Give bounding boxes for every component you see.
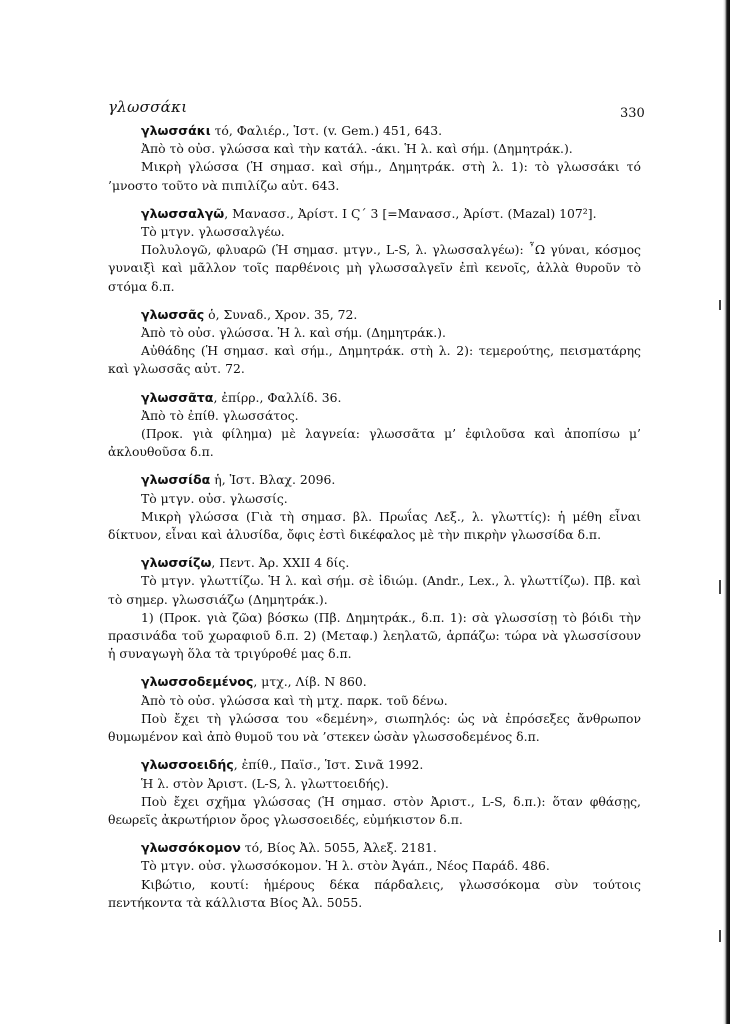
definition: Κιβώτιο, κουτί: ἡμέρους δέκα πάρδαλεις, γλωσσόκομα σὺν τούτοις πεντήκοντα τὰ κάλλιστα Βίος Ἀλ. 5055. [108, 876, 641, 910]
entry-headline [108, 205, 641, 223]
etymology: Ἀπὸ τὸ οὐσ. γλώσσα. Ἡ λ. καὶ σήμ. (Δημητράκ.). [141, 325, 446, 341]
definition: Μικρὴ γλώσσα (Γιὰ τὴ σημασ. βλ. Πρωΐας Λεξ., λ. γλωττίς): ἡ μέθη εἶναι δίκτυον, εἶναι καὶ ἁλυσίδα, ὄφις ἐστὶ δικέφαλος μὲ τὴν πικρὴν γλωσσίδα δ.π. [108, 508, 641, 543]
etymology: Ἀπὸ τὸ οὐσ. γλώσσα καὶ τὴν κατάλ. -άκι. Ἡ λ. καὶ σήμ. (Δημητράκ.). [141, 141, 573, 157]
dictionary-entry [108, 756, 641, 829]
lemma: γλωσσόκομον [141, 840, 241, 856]
etymology: Τὸ μτγν. γλωττίζω. Ἡ λ. καὶ σήμ. σὲ ἰδιώμ. (Andr., Lex., λ. γλωττίζω). Πβ. καὶ τὸ σημερ. γλωσσιάζω (Δημητράκ.). [108, 573, 641, 607]
scan-mark [719, 580, 721, 594]
scan-mark [719, 930, 721, 942]
dictionary-entry [108, 122, 641, 195]
page-number: 330 [620, 106, 645, 121]
dictionary-entry [108, 389, 641, 462]
etymology: Ἀπὸ τὸ οὐσ. γλώσσα καὶ τὴ μτχ. παρκ. τοῦ δένω. [141, 692, 448, 708]
etymology: Ἡ λ. στὸν Ἀριστ. (L-S, λ. γλωττοειδής). [141, 775, 389, 791]
definition: Ποὺ ἔχει σχῆμα γλώσσας (Ἡ σημασ. στὸν Ἀριστ., L-S, δ.π.): ὅταν φθάσῃς, θεωρεῖς ἀκρωτήριον ὄρος γλωσσοειδές, εὐμήκιστον δ.π. [108, 793, 641, 827]
entry-headline [108, 554, 641, 572]
definition: Αὐθάδης (Ἡ σημασ. καὶ σήμ., Δημητράκ. στὴ λ. 2): τεμερούτης, πεισματάρης καὶ γλωσσᾶς αὐτ. 72. [108, 343, 641, 377]
etymology: Τὸ μτγν. γλωσσαλγέω. [141, 224, 285, 240]
lemma: γλωσσοδεμένος [141, 674, 254, 690]
lemma: γλωσσοειδής [141, 757, 234, 773]
lemma: γλωσσάκι [141, 123, 211, 138]
definition: Μικρὴ γλώσσα (Ἡ σημασ. καὶ σήμ., Δημητράκ. στὴ λ. 1): τὸ γλωσσάκι τό ’μνοστο τοῦτο νὰ πιπιλίζω αὐτ. 643. [108, 159, 641, 193]
dictionary-entry [108, 554, 641, 663]
entry-headline [108, 839, 641, 857]
dictionary-entry [108, 471, 641, 544]
lemma: γλωσσᾶς [141, 306, 205, 322]
page-edge-shadow [723, 0, 730, 1024]
entry-headline [108, 756, 641, 774]
lemma: γλωσσίζω [141, 555, 212, 571]
entry-source: , ἐπίθ., Παϊσ., Ἱστ. Σινᾶ 1992. [233, 757, 424, 773]
entry-headline [108, 389, 641, 407]
dictionary-entry [108, 306, 641, 379]
entry-headline [108, 673, 641, 691]
definition: Ποὺ ἔχει τὴ γλώσσα του «δεμένη», σιωπηλός: ὡς νὰ ἐπρόσεξες ἄνθρωπον θυμωμένον καὶ ἀπὸ θυμοῦ του νὰ ’στεκεν ὡσὰν γλωσσοδεμένος δ.π. [108, 710, 641, 745]
definition: (Προκ. γιὰ φίλημα) μὲ λαγνεία: γλωσσᾶτα μ’ ἐφιλοῦσα καὶ ἀποπίσω μ’ ἀκλουθοῦσα δ.π. [108, 426, 641, 460]
dictionary-entry [108, 205, 641, 296]
entry-source: τό, Βίος Ἀλ. 5055, Ἀλεξ. 2181. [240, 840, 437, 856]
etymology: Ἀπὸ τὸ ἐπίθ. γλωσσάτος. [141, 407, 299, 423]
entry-source: τό, Φαλιέρ., Ἱστ. (v. Gem.) 451, 643. [210, 123, 443, 138]
definition: Πολυλογῶ, φλυαρῶ (Ἡ σημασ. μτγν., L-S, λ. γλωσσαλγέω): ῏Ω γύναι, κόσμος γυναιξὶ καὶ μᾶλλον τοῖς παρθένοις μὴ γλωσσαλγεῖν ἐπὶ κενοῖς, ἀλλὰ θυροῦν τὸ στόμα δ.π. [108, 242, 641, 294]
definition: 1) (Προκ. γιὰ ζῶα) βόσκω (Πβ. Δημητράκ., δ.π. 1): σὰ γλωσσίσῃ τὸ βόιδι τὴν πρασινάδα τοῦ χωραφιοῦ δ.π. 2) (Μεταφ.) λεηλατῶ, ἁρπάζω: τώρα νὰ γλωσσίσουν ἡ συναγωγὴ ὅλα τὰ τριγύροθέ μας δ.π. [108, 609, 641, 662]
entry-source: , μτχ., Λίβ. N 860. [253, 674, 367, 690]
running-head: γλωσσάκι [108, 98, 188, 116]
dictionary-entries [108, 118, 641, 912]
entry-headline [108, 471, 641, 489]
entry-headline [108, 122, 641, 140]
entry-source: ἡ, Ἱστ. Βλαχ. 2096. [210, 472, 336, 488]
scan-mark [719, 300, 721, 310]
entry-source: ὁ, Συναδ., Χρον. 35, 72. [204, 306, 358, 322]
entry-source: , Μανασσ., Ἀρίστ. Ι Ϛ´ 3 [=Μανασσ., Ἀρίστ. (Mazal) 107²]. [224, 205, 597, 221]
lemma: γλωσσίδα [141, 472, 211, 488]
lemma: γλωσσᾶτα [141, 389, 214, 405]
lemma: γλωσσαλγῶ [141, 205, 225, 221]
etymology: Τὸ μτγν. οὐσ. γλωσσίς. [141, 490, 288, 506]
etymology: Τὸ μτγν. οὐσ. γλωσσόκομον. Ἡ λ. στὸν Ἀγάπ., Νέος Παράδ. 486. [141, 858, 550, 874]
dictionary-entry [108, 839, 641, 912]
dictionary-entry [108, 673, 641, 746]
entry-headline [108, 306, 641, 324]
entry-source: , ἐπίρρ., Φαλλίδ. 36. [213, 389, 342, 405]
entry-source: , Πεντ. Ἀρ. XXII 4 δίς. [211, 555, 350, 571]
